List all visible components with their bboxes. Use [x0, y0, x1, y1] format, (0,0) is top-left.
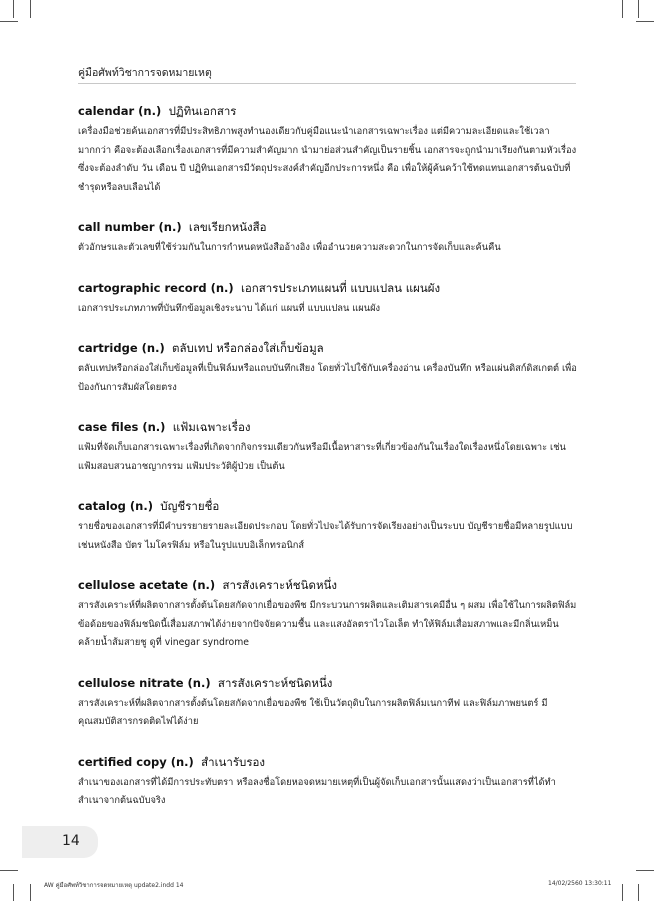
glossary-entry — [78, 419, 578, 476]
glossary-entry — [78, 754, 578, 811]
glossary-entries — [78, 103, 578, 833]
entry-term: certified copy (n.) — [78, 754, 194, 769]
header-divider — [78, 83, 576, 84]
entry-thai-term: เอกสารประเภทแผนที่ แบบแปลน แผนผัง — [240, 280, 441, 295]
crop-mark-top-left — [0, 21, 18, 22]
entry-term: cartographic record (n.) — [78, 280, 234, 295]
entry-thai-term: สำเนารับรอง — [201, 754, 266, 769]
entry-definition: เอกสารประเภทภาพที่บันทึกข้อมูลเชิงระนาบ ได้แก่ แผนที่ แบบแปลน แผนผัง — [78, 302, 381, 314]
entry-definition: ตลับเทปหรือกล่องใส่เก็บข้อมูลที่เป็นฟิล์มหรือแถบบันทึกเสียง โดยทั่วไปใช้กับเครื่องอ่าน เครื่องบันทึก หรือแผ่นดิสก์ดิสเกตต์ เพื่อป้องกันการสัมผัสโดยตรง — [78, 363, 577, 393]
entry-term: case files (n.) — [78, 420, 166, 434]
glossary-entry — [78, 498, 578, 555]
glossary-entry — [78, 280, 578, 319]
crop-mark-bottom-right — [636, 870, 654, 871]
entry-definition: แฟ้มที่จัดเก็บเอกสารเฉพาะเรื่องที่เกิดจากกิจกรรมเดียวกันหรือมีเนื้อหาสาระที่เกี่ยวข้องกันในเรื่องใดเรื่องหนึ่งโดยเฉพาะ เช่น แฟ้มสอบสวนอาชญากรรม แฟ้มประวัติผู้ป่วย เป็นต้น — [78, 442, 566, 472]
entry-term: cellulose acetate (n.) — [78, 578, 216, 592]
page-number: 14 — [62, 833, 80, 849]
entry-thai-term: ปฏิทินเอกสาร — [168, 104, 237, 118]
print-slug-timestamp: 14/02/2560 13:30:11 — [548, 880, 612, 887]
entry-thai-term: แฟ้มเฉพาะเรื่อง — [172, 420, 251, 434]
crop-mark-bottom-left — [0, 870, 18, 871]
entry-definition: สำเนาของเอกสารที่ได้มีการประทับตรา หรือลงชื่อโดยหอจดหมายเหตุที่เป็นผู้จัดเก็บเอกสารนั้นแสดงว่าเป็นเอกสารที่ได้ทำสำเนาจากต้นฉบับจริง — [78, 776, 556, 806]
glossary-entry — [78, 340, 578, 397]
running-header: คู่มือศัพท์วิชาการจดหมายเหตุ — [78, 67, 212, 79]
entry-thai-term: ตลับเทป หรือกล่องใส่เก็บข้อมูล — [172, 341, 324, 355]
glossary-entry — [78, 103, 578, 197]
crop-mark-top-right — [636, 21, 654, 22]
entry-thai-term: เลขเรียกหนังสือ — [188, 220, 267, 234]
crop-mark-bottom-right — [622, 884, 623, 901]
entry-thai-term: สารสังเคราะห์ชนิดหนึ่ง — [222, 578, 337, 592]
glossary-entry — [78, 675, 578, 732]
entry-term: catalog (n.) — [78, 499, 153, 513]
crop-mark-top-left — [30, 0, 31, 18]
entry-thai-term: สารสังเคราะห์ชนิดหนึ่ง — [217, 675, 333, 690]
entry-term: cartridge (n.) — [78, 341, 165, 355]
entry-definition: ตัวอักษรและตัวเลขที่ใช้ร่วมกันในการกำหนดหนังสืออ้างอิง เพื่ออำนวยความสะดวกในการจัดเก็บและค้นคืน — [78, 242, 501, 253]
crop-mark-top-right — [638, 0, 639, 18]
crop-mark-top-left — [13, 0, 14, 18]
print-slug-filename: AW คู่มือศัพท์วิชาการจดหมายเหตุ update2.indd 14 — [44, 882, 184, 889]
entry-definition: เครื่องมือช่วยค้นเอกสารที่มีประสิทธิภาพสูงทำนองเดียวกับคู่มือแนะนำเอกสารเฉพาะเรื่อง แต่มีความละเอียดและใช้เวลามากกว่า คือจะต้องเลือกเรื่องเอกสารที่มีความสำคัญมาก นำมาย่อส่วนสำคัญเป็นรายชิ้น เอกสารจะถูกนำมาเรียงกันตามหัวเรื่อง ซึ่งจะต้องลำดับ วัน เดือน ปี ปฏิทินเอกสารมีวัตถุประสงค์สำคัญอีกประการหนึ่ง คือ เพื่อให้ผู้ค้นคว้าใช้ทดแทนเอกสารต้นฉบับที่ชำรุดหรือลบเลือนได้ — [78, 126, 577, 193]
entry-thai-term: บัญชีรายชื่อ — [160, 499, 220, 513]
crop-mark-bottom-left — [13, 884, 14, 901]
crop-mark-bottom-right — [638, 884, 639, 901]
glossary-entry — [78, 577, 578, 653]
crop-mark-bottom-left — [30, 884, 31, 901]
entry-term: call number (n.) — [78, 220, 182, 234]
entry-definition: สารสังเคราะห์ที่ผลิตจากสารตั้งต้นโดยสกัดจากเยื่อของพืช ใช้เป็นวัตถุดิบในการผลิตฟิล์มเนกาทีฟ และฟิล์มภาพยนตร์ มีคุณสมบัติสารกรดติดไฟได้ง่าย — [78, 697, 548, 727]
page-number-tab — [22, 826, 98, 858]
entry-definition: รายชื่อของเอกสารที่มีคำบรรยายรายละเอียดประกอบ โดยทั่วไปจะได้รับการจัดเรียงอย่างเป็นระบบ บัญชีรายชื่อมีหลายรูปแบบ เช่นหนังสือ บัตร ไมโครฟิล์ม หรือในรูปแบบอิเล็กทรอนิกส์ — [78, 521, 573, 551]
entry-term: calendar (n.) — [78, 104, 162, 118]
entry-term: cellulose nitrate (n.) — [78, 675, 211, 690]
crop-mark-top-right — [622, 0, 623, 18]
entry-definition: สารสังเคราะห์ที่ผลิตจากสารตั้งต้นโดยสกัดจากเยื่อของพืช มีกระบวนการผลิตและเติมสารเคมีอื่น ๆ ผสม เพื่อใช้ในการผลิตฟิล์ม ข้อด้อยของฟิล์มชนิดนี้เสื่อมสภาพได้ง่ายจากปัจจัยความชื้น และแสงอัลตราไวโอเล็ต ทำให้ฟิล์มเสื่อมสภาพและมีกลิ่นเหม็นคล้ายน้ำส้มสายชู ดูที่ vinegar syndrome — [78, 600, 577, 648]
glossary-entry — [78, 219, 578, 258]
